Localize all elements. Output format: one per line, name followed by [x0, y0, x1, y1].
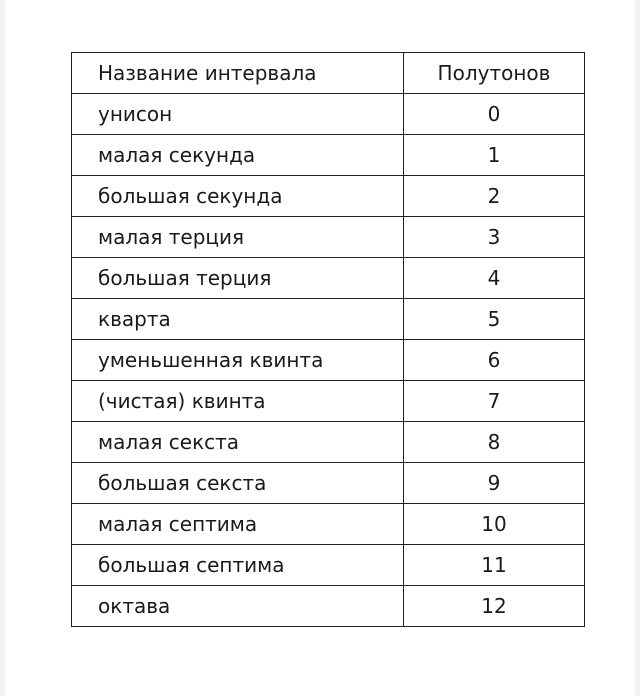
table-row	[72, 217, 585, 258]
interval-name-cell: уменьшенная квинта	[72, 340, 404, 381]
table-row	[72, 258, 585, 299]
table-row	[72, 176, 585, 217]
semitones-cell: 11	[404, 545, 585, 586]
interval-name-cell: унисон	[72, 94, 404, 135]
interval-name-cell: большая секунда	[72, 176, 404, 217]
interval-name-cell: малая терция	[72, 217, 404, 258]
interval-name-cell: малая секунда	[72, 135, 404, 176]
header-interval-name: Название интервала	[72, 53, 404, 94]
table-row	[72, 422, 585, 463]
header-semitones: Полутонов	[404, 53, 585, 94]
semitones-cell: 8	[404, 422, 585, 463]
interval-name-cell: (чистая) квинта	[72, 381, 404, 422]
table-row	[72, 340, 585, 381]
interval-name-cell: большая терция	[72, 258, 404, 299]
interval-name-cell: кварта	[72, 299, 404, 340]
table-row	[72, 463, 585, 504]
semitones-cell: 7	[404, 381, 585, 422]
semitones-cell: 9	[404, 463, 585, 504]
table-row	[72, 504, 585, 545]
intervals-table	[71, 52, 585, 627]
semitones-cell: 10	[404, 504, 585, 545]
interval-name-cell: большая секста	[72, 463, 404, 504]
semitones-cell: 6	[404, 340, 585, 381]
interval-name-cell: малая секста	[72, 422, 404, 463]
interval-name-cell: малая септима	[72, 504, 404, 545]
table-row	[72, 299, 585, 340]
page	[5, 0, 635, 696]
semitones-cell: 12	[404, 586, 585, 627]
table-row	[72, 381, 585, 422]
table-row	[72, 545, 585, 586]
semitones-cell: 4	[404, 258, 585, 299]
table-row	[72, 586, 585, 627]
interval-name-cell: большая септима	[72, 545, 404, 586]
table-row	[72, 135, 585, 176]
semitones-cell: 3	[404, 217, 585, 258]
semitones-cell: 5	[404, 299, 585, 340]
table-row	[72, 94, 585, 135]
semitones-cell: 1	[404, 135, 585, 176]
table-body	[72, 94, 585, 627]
semitones-cell: 0	[404, 94, 585, 135]
table-header-row	[72, 53, 585, 94]
interval-name-cell: октава	[72, 586, 404, 627]
semitones-cell: 2	[404, 176, 585, 217]
